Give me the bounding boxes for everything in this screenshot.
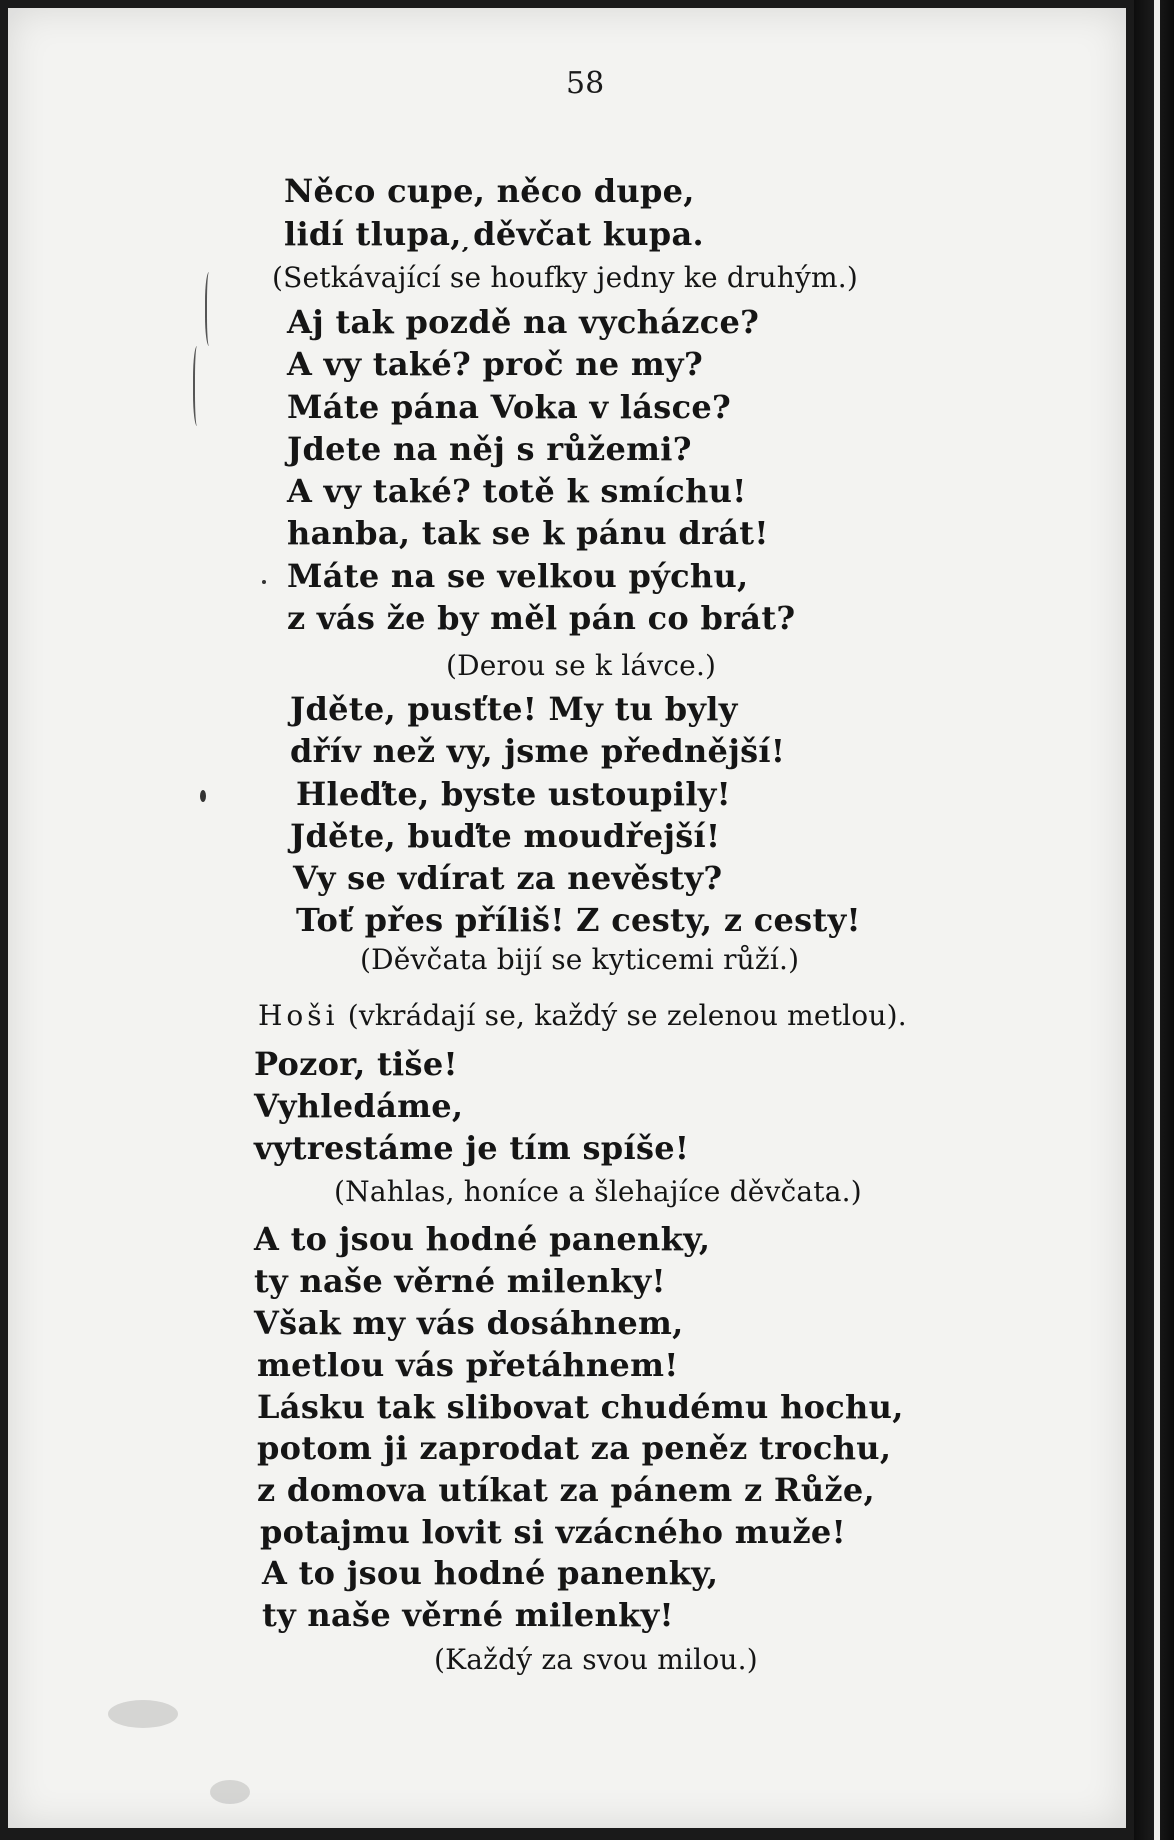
speaker-line — [258, 996, 907, 1036]
verse-line: potajmu lovit si vzácného muže! — [260, 1513, 846, 1551]
verse-line: metlou vás přetáhnem! — [257, 1346, 679, 1384]
verse-line: Něco cupe, něco dupe, — [284, 172, 695, 210]
verse-line: Toť přes příliš! Z cesty, z cesty! — [296, 901, 861, 939]
verse-line: Jděte, pusťte! My tu byly — [290, 690, 738, 728]
verse-line: dřív než vy, jsme přednější! — [290, 732, 786, 770]
facing-page-edge — [1154, 0, 1160, 1840]
verse-line: vytrestáme je tím spíše! — [254, 1129, 690, 1167]
verse-line: Máte pána Voka v lásce? — [287, 388, 732, 426]
verse-line: Jděte, buďte moudřejší! — [290, 817, 721, 855]
verse-line: Pozor, tiše! — [254, 1045, 458, 1083]
verse-line: A vy také? proč ne my? — [287, 345, 704, 383]
verse-line: Hleďte, byste ustoupily! — [296, 775, 732, 813]
verse-line: A to jsou hodné panenky, — [254, 1220, 711, 1258]
verse-line: ty naše věrné milenky! — [254, 1262, 666, 1300]
stage-direction: (Nahlas, honíce a šlehajíce děvčata.) — [334, 1175, 862, 1208]
verse-line: potom ji zaprodat za peněz trochu, — [257, 1429, 892, 1467]
verse-line: hanba, tak se k pánu drát! — [287, 514, 769, 552]
verse-line: z domova utíkat za pánem z Růže, — [257, 1471, 875, 1509]
stage-direction: (Derou se k lávce.) — [446, 649, 717, 682]
stage-direction: (Každý za svou milou.) — [434, 1643, 758, 1676]
verse-line: Aj tak pozdě na vycházce? — [287, 303, 760, 341]
verse-line: Vyhledáme, — [254, 1087, 464, 1125]
verse-line: Však my vás dosáhnem, — [254, 1304, 684, 1342]
verse-line: A vy také? totě k smíchu! — [287, 472, 747, 510]
verse-line: Lásku tak slibovat chudému hochu, — [257, 1388, 904, 1426]
verse-line: Máte na se velkou pýchu, — [287, 557, 749, 595]
verse-line: z vás že by měl pán co brát? — [287, 599, 796, 637]
verse-line: lidí tlupa, ̦děvčat kupa. — [284, 215, 704, 253]
verse-line: Vy se vdírat za nevěsty? — [293, 859, 723, 897]
stage-direction: (Děvčata bijí se kyticemi růží.) — [360, 943, 800, 976]
verse-line: ty naše věrné milenky! — [262, 1596, 674, 1634]
speaker-name: Hoši — [258, 999, 339, 1032]
page-number: 58 — [566, 66, 605, 101]
stage-direction: (Setkávající se houfky jedny ke druhým.) — [272, 261, 859, 294]
verse-line: A to jsou hodné panenky, — [262, 1554, 719, 1592]
verse-line: Jdete na něj s růžemi? — [287, 430, 692, 468]
stage-direction: (vkrádají se, každý se zelenou metlou). — [347, 999, 907, 1032]
